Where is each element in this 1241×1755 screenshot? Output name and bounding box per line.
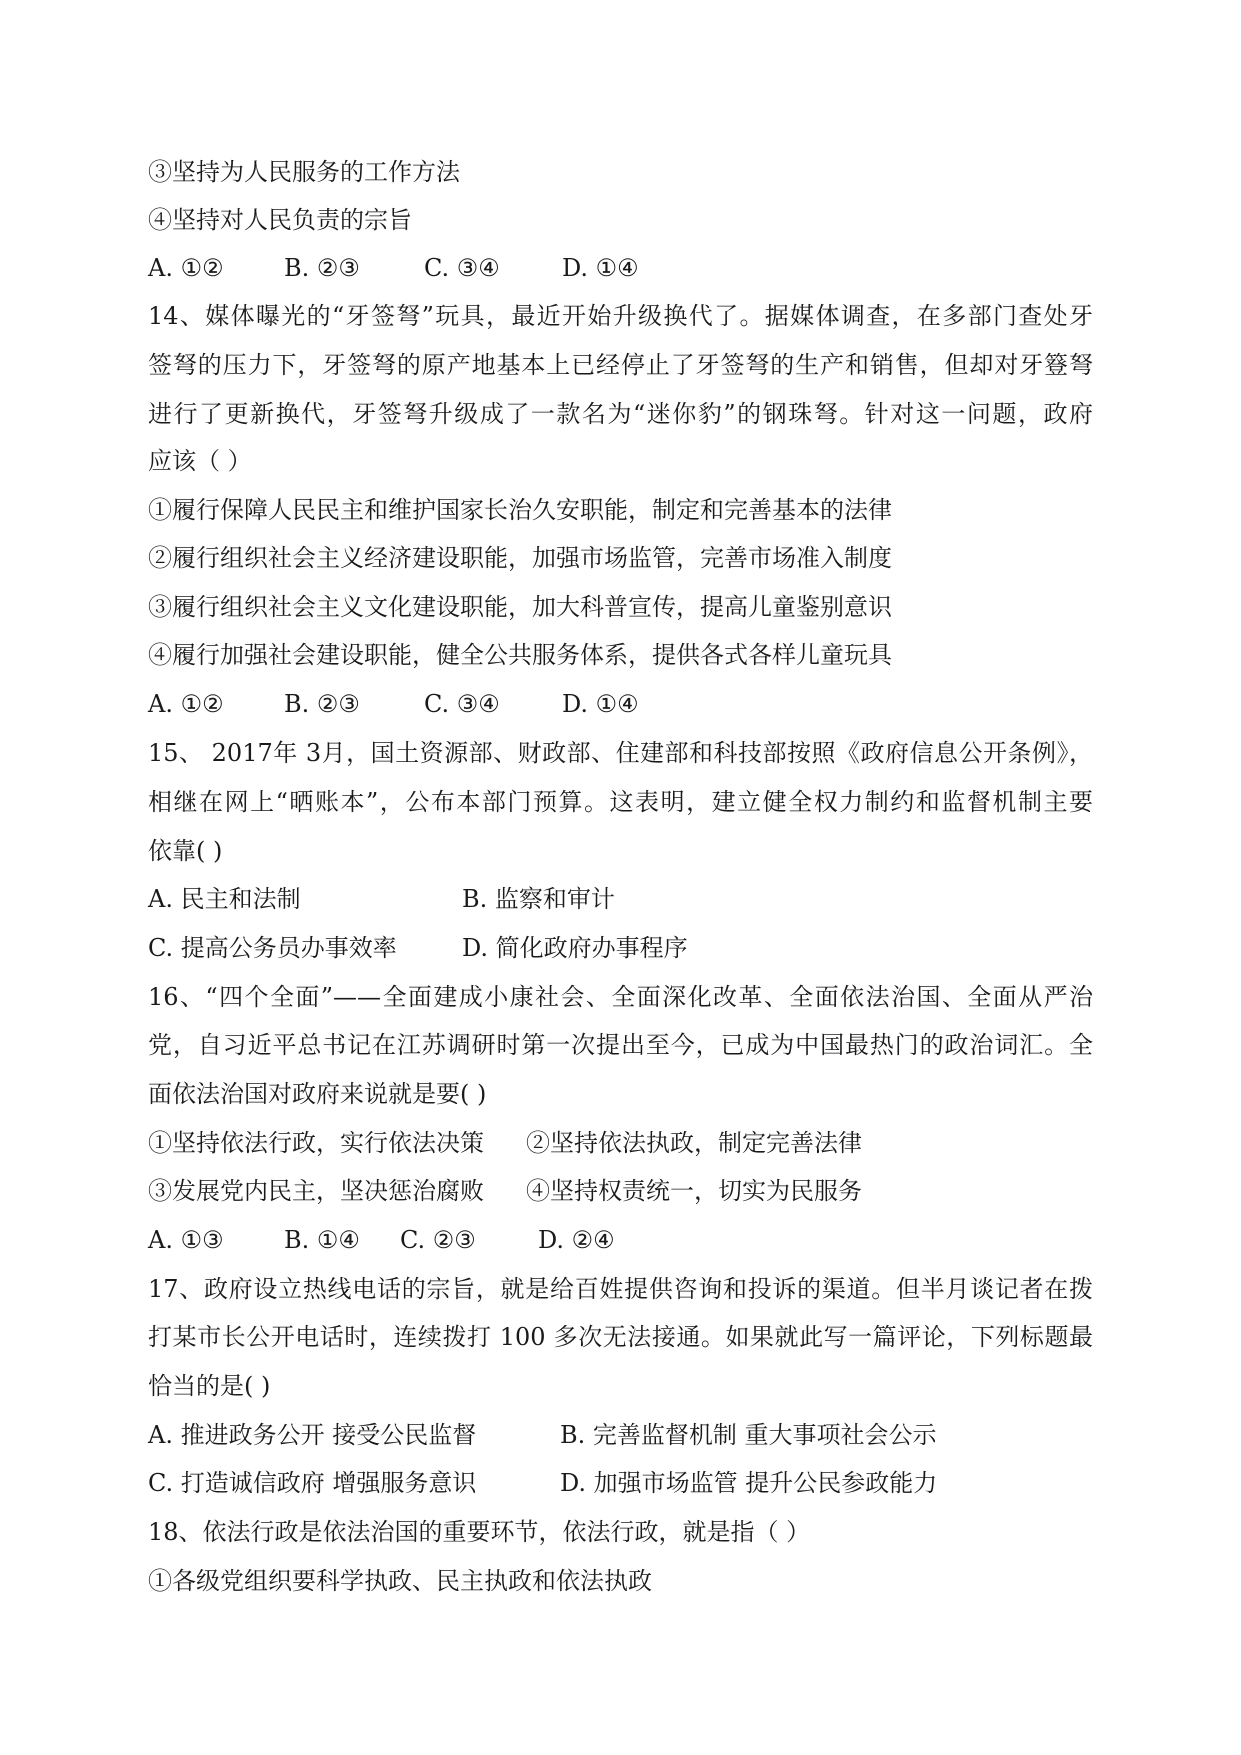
option-c: C. 打造诚信政府 增强服务意识	[148, 1469, 477, 1497]
q18-item-1: ①各级党组织要科学执政、民主执政和依法执政	[148, 1567, 652, 1595]
q16-item-1: ①坚持依法行政，实行依法决策	[148, 1129, 484, 1157]
q13-item-4: ④坚持对人民负责的宗旨	[148, 206, 412, 234]
option-a: A. ①②	[148, 690, 224, 718]
q13-item-3: ③坚持为人民服务的工作方法	[148, 158, 460, 186]
q17-stem-line-3: 恰当的是( )	[148, 1372, 271, 1400]
option-d: D. ②④	[538, 1226, 615, 1254]
q17-stem-line-2: 打某市长公开电话时，连续拨打 100 多次无法接通。如果就此写一篇评论，下列标题最	[148, 1323, 1093, 1351]
option-c: C. ③④	[424, 254, 500, 282]
q14-item-4: ④履行加强社会建设职能，健全公共服务体系，提供各式各样儿童玩具	[148, 641, 892, 669]
q14-stem-line-2: 签弩的压力下，牙签弩的原产地基本上已经停止了牙签弩的生产和销售，但却对牙簦弩	[148, 351, 1093, 379]
q14-item-3: ③履行组织社会主义文化建设职能，加大科普宣传，提高儿童鉴别意识	[148, 593, 892, 621]
q14-stem-line-3: 进行了更新换代，牙签弩升级成了一款名为“迷你豹”的钢珠弩。针对这一问题，政府	[148, 400, 1093, 428]
option-b: B. ①④	[284, 1226, 360, 1254]
option-b: B. ②③	[284, 690, 360, 718]
q18-stem: 18、依法行政是依法治国的重要环节，依法行政，就是指（ ）	[148, 1518, 811, 1546]
q16-item-3: ③发展党内民主，坚决惩治腐败	[148, 1177, 484, 1205]
q16-item-2: ②坚持依法执政，制定完善法律	[526, 1129, 862, 1157]
q16-stem-line-1: 16、“四个全面”——全面建成小康社会、全面深化改革、全面依法治国、全面从严治	[148, 983, 1093, 1011]
q14-item-1: ①履行保障人民民主和维护国家长治久安职能，制定和完善基本的法律	[148, 496, 892, 524]
option-a: A. ①③	[148, 1226, 224, 1254]
q16-item-4: ④坚持权责统一，切实为民服务	[526, 1177, 862, 1205]
q14-stem-line-4: 应该（ ）	[148, 447, 252, 475]
q17-stem-line-1: 17、政府设立热线电话的宗旨，就是给百姓提供咨询和投诉的渠道。但半月谈记者在拨	[148, 1275, 1093, 1303]
option-d: D. ①④	[562, 254, 639, 282]
q14-item-2: ②履行组织社会主义经济建设职能，加强市场监管，完善市场准入制度	[148, 544, 892, 572]
q16-stem-line-2: 党，自习近平总书记在江苏调研时第一次提出至今，已成为中国最热门的政治词汇。全	[148, 1031, 1093, 1059]
q14-stem-line-1: 14、媒体曝光的“牙签弩”玩具，最近开始升级换代了。据媒体调查，在多部门查处牙	[148, 302, 1093, 330]
q16-stem-line-3: 面依法治国对政府来说就是要( )	[148, 1080, 487, 1108]
q15-stem-line-3: 依靠( )	[148, 837, 223, 865]
option-c: C. 提高公务员办事效率	[148, 934, 397, 962]
option-d: D. ①④	[562, 690, 639, 718]
option-a: A. 推进政务公开 接受公民监督	[148, 1421, 477, 1449]
option-b: B. 完善监督机制 重大事项社会公示	[560, 1421, 937, 1449]
option-d: D. 简化政府办事程序	[462, 934, 688, 962]
option-b: B. ②③	[284, 254, 360, 282]
option-c: C. ③④	[424, 690, 500, 718]
option-a: A. 民主和法制	[148, 885, 301, 913]
option-d: D. 加强市场监管 提升公民参政能力	[560, 1469, 938, 1497]
option-a: A. ①②	[148, 254, 224, 282]
q15-stem-line-2: 相继在网上“晒账本”，公布本部门预算。这表明，建立健全权力制约和监督机制主要	[148, 788, 1093, 816]
q15-stem-line-1: 15、 2017年 3月，国土资源部、财政部、住建部和科技部按照《政府信息公开条例》，	[148, 739, 1093, 767]
option-c: C. ②③	[400, 1226, 476, 1254]
option-b: B. 监察和审计	[462, 885, 615, 913]
